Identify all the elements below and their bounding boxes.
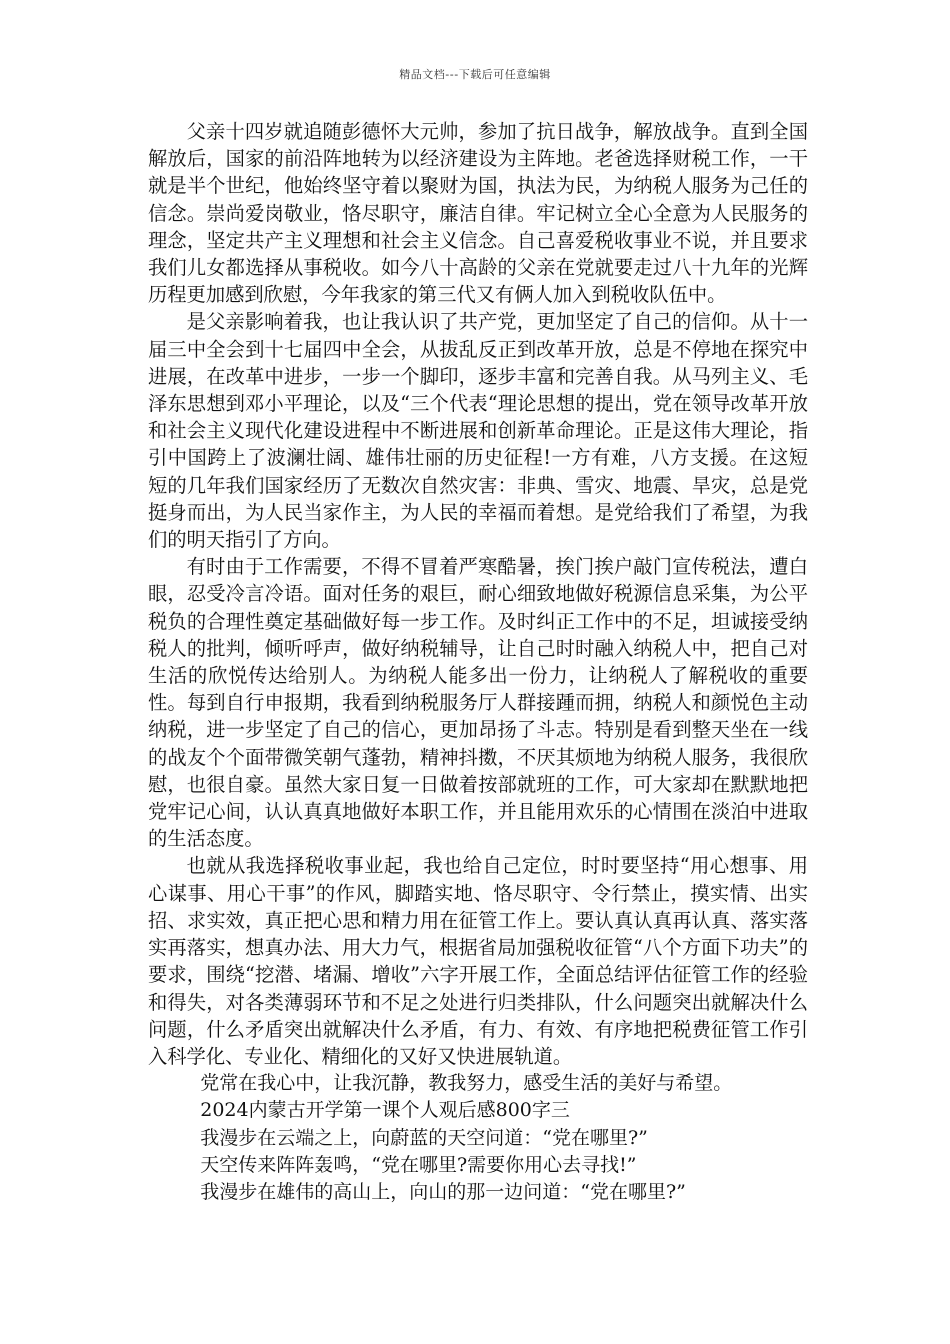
- document-body: [148, 118, 808, 1206]
- page-header: 精品文档---下载后可任意编辑: [399, 68, 551, 81]
- text-line: 党常在我心中，让我沉静，教我努力，感受生活的美好与希望。: [200, 1072, 733, 1095]
- text-line: 天空传来阵阵轰鸣，“党在哪里?需要你用心去寻找!”: [200, 1153, 637, 1176]
- text-line: 我漫步在云端之上，向蔚蓝的天空问道：“党在哪里?”: [200, 1126, 648, 1149]
- paragraph: 父亲十四岁就追随彭德怀大元帅，参加了抗日战争，解放战争。直到全国解放后，国家的前沿阵地转为以经济建设为主阵地。老爸选择财税工作，一干就是半个世纪，他始终坚守着以聚财为国，执法为民，为纳税人服务为己任的信念。崇尚爱岗敬业，恪尽职守，廉洁自律。牢记树立全心全意为人民服务的理念，坚定共产主义理想和社会主义信念。自己喜爱税收事业不说，并且要求我们儿女都选择从事税收。如今八十高龄的父亲在党就要走过八十九年的光辉历程更加感到欣慰，今年我家的第三代又有俩人加入到税收队伍中。: [148, 120, 808, 307]
- paragraph: 有时由于工作需要，不得不冒着严寒酷暑，挨门挨户敲门宣传税法，遭白眼，忍受冷言冷语。面对任务的艰巨，耐心细致地做好税源信息采集，为公平税负的合理性奠定基础做好每一步工作。及时纠正工作中的不足，坦诚接受纳税人的批判，倾听呼声，做好纳税辅导，让自己时时融入纳税人中，把自己对生活的欣悦传达给别人。为纳税人能多出一份力，让纳税人了解税收的重要性。每到自行申报期，我看到纳税服务厅人群接踵而拥，纳税人和颜悦色主动纳税，进一步坚定了自己的信心，更加昂扬了斗志。特别是看到整天坐在一线的战友个个面带微笑朝气蓬勃，精神抖擞，不厌其烦地为纳税人服务，我很欣慰，也很自豪。虽然大家日复一日做着按部就班的工作，可大家却在默默地把党牢记心间，认认真真地做好本职工作，并且能用欢乐的心情围在淡泊中进取的生活态度。: [148, 555, 808, 851]
- text-line: 我漫步在雄伟的高山上，向山的那一边问道：“党在哪里?”: [200, 1180, 686, 1203]
- paragraph: 是父亲影响着我，也让我认识了共产党，更加坚定了自己的信仰。从十一届三中全会到十七届四中全会，从拔乱反正到改革开放，总是不停地在探究中进展，在改革中进步，一步一个脚印，逐步丰富和完善自我。从马列主义、毛泽东思想到邓小平理论，以及“三个代表“理论思想的提出，党在领导改革开放和社会主义现代化建设进程中不断进展和创新革命理论。正是这伟大理论，指引中国跨上了波澜壮阔、雄伟壮丽的历史征程!一方有难，八方支援。在这短短的几年我们国家经历了无数次自然灾害：非典、雪灾、地震、旱灾，总是党挺身而出，为人民当家作主，为人民的幸福而着想。是党给我们了希望，为我们的明天指引了方向。: [148, 310, 808, 552]
- paragraph: 也就从我选择税收事业起，我也给自己定位，时时要坚持“用心想事、用心谋事、用心干事”的作风，脚踏实地、恪尽职守、令行禁止，摸实情、出实招、求实效，真正把心思和精力用在征管工作上。要认真认真再认真、落实落实再落实，想真办法、用大力气，根据省局加强税收征管“八个方面下功夫”的要求，围绕“挖潜、堵漏、增收”六字开展工作，全面总结评估征管工作的经验和得失，对各类薄弱环节和不足之处进行归类排队，什么问题突出就解决什么问题，什么矛盾突出就解决什么矛盾，有力、有效、有序地把税费征管工作引入科学化、专业化、精细化的又好又快进展轨道。: [148, 854, 808, 1068]
- section-title: 2024内蒙古开学第一课个人观后感800字三: [200, 1099, 570, 1122]
